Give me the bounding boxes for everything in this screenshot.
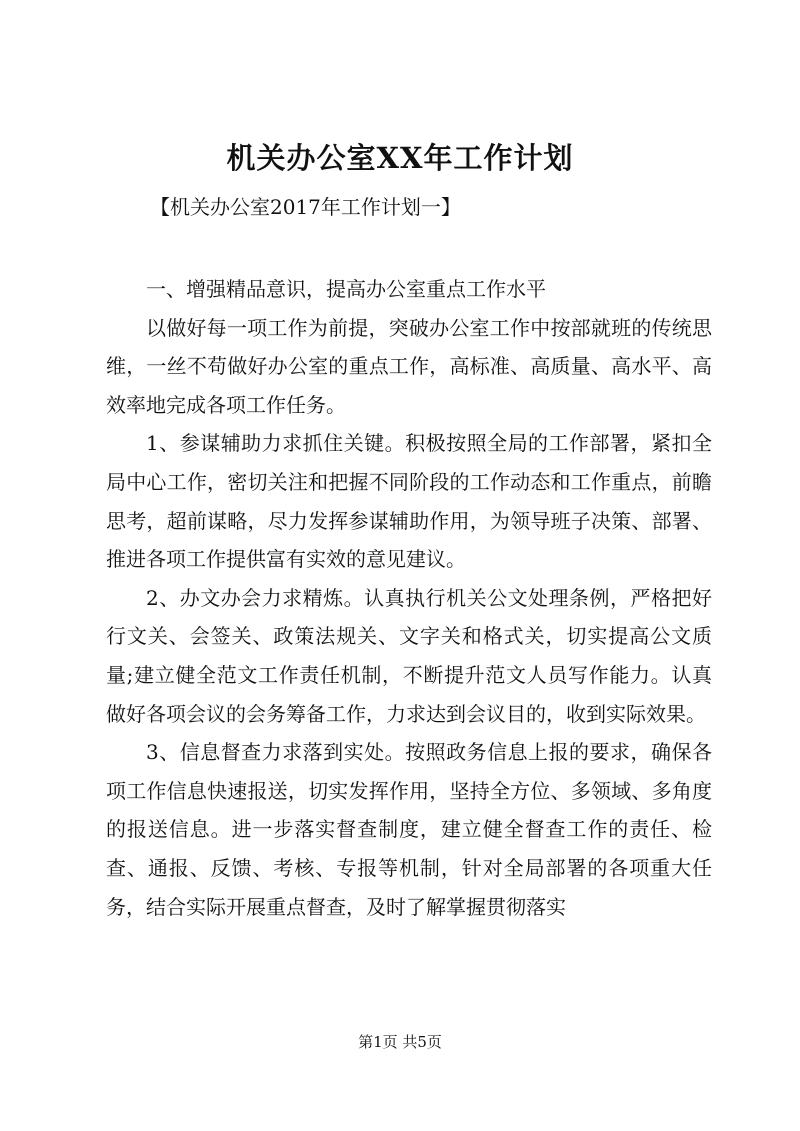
document-subtitle: 【机关办公室2017年工作计划一】 bbox=[150, 195, 461, 219]
page-number-footer: 第1页 共5页 bbox=[358, 1033, 442, 1051]
paragraph: 2、办文办会力求精炼。认真执行机关公文处理条例，严格把好行文关、会签关、政策法规关、文字关和格式关，切实提高公文质量;建立健全范文工作责任机制，不断提升范文人员写作能力。认真做好各项会议的会务筹备工作，力求达到会议目的，收到实际效果。 bbox=[106, 585, 712, 726]
document-title: 机关办公室XX年工作计划 bbox=[226, 141, 574, 175]
section-heading: 一、增强精品意识，提高办公室重点工作水平 bbox=[146, 277, 546, 301]
paragraph: 3、信息督查力求落到实处。按照政务信息上报的要求，确保各项工作信息快速报送，切实发挥作用，坚持全方位、多领域、多角度的报送信息。进一步落实督查制度，建立健全督查工作的责任、检查、通报、反馈、考核、专报等机制，针对全局部署的各项重大任务，结合实际开展重点督查，及时了解掌握贯彻落实 bbox=[106, 740, 712, 919]
paragraph: 以做好每一项工作为前提，突破办公室工作中按部就班的传统思维，一丝不苟做好办公室的重点工作，高标准、高质量、高水平、高效率地完成各项工作任务。 bbox=[106, 315, 712, 417]
paragraph: 1、参谋辅助力求抓住关键。积极按照全局的工作部署，紧扣全局中心工作，密切关注和把握不同阶段的工作动态和工作重点，前瞻思考，超前谋略，尽力发挥参谋辅助作用，为领导班子决策、部署、推进各项工作提供富有实效的意见建议。 bbox=[106, 431, 712, 572]
document-body bbox=[106, 270, 712, 926]
